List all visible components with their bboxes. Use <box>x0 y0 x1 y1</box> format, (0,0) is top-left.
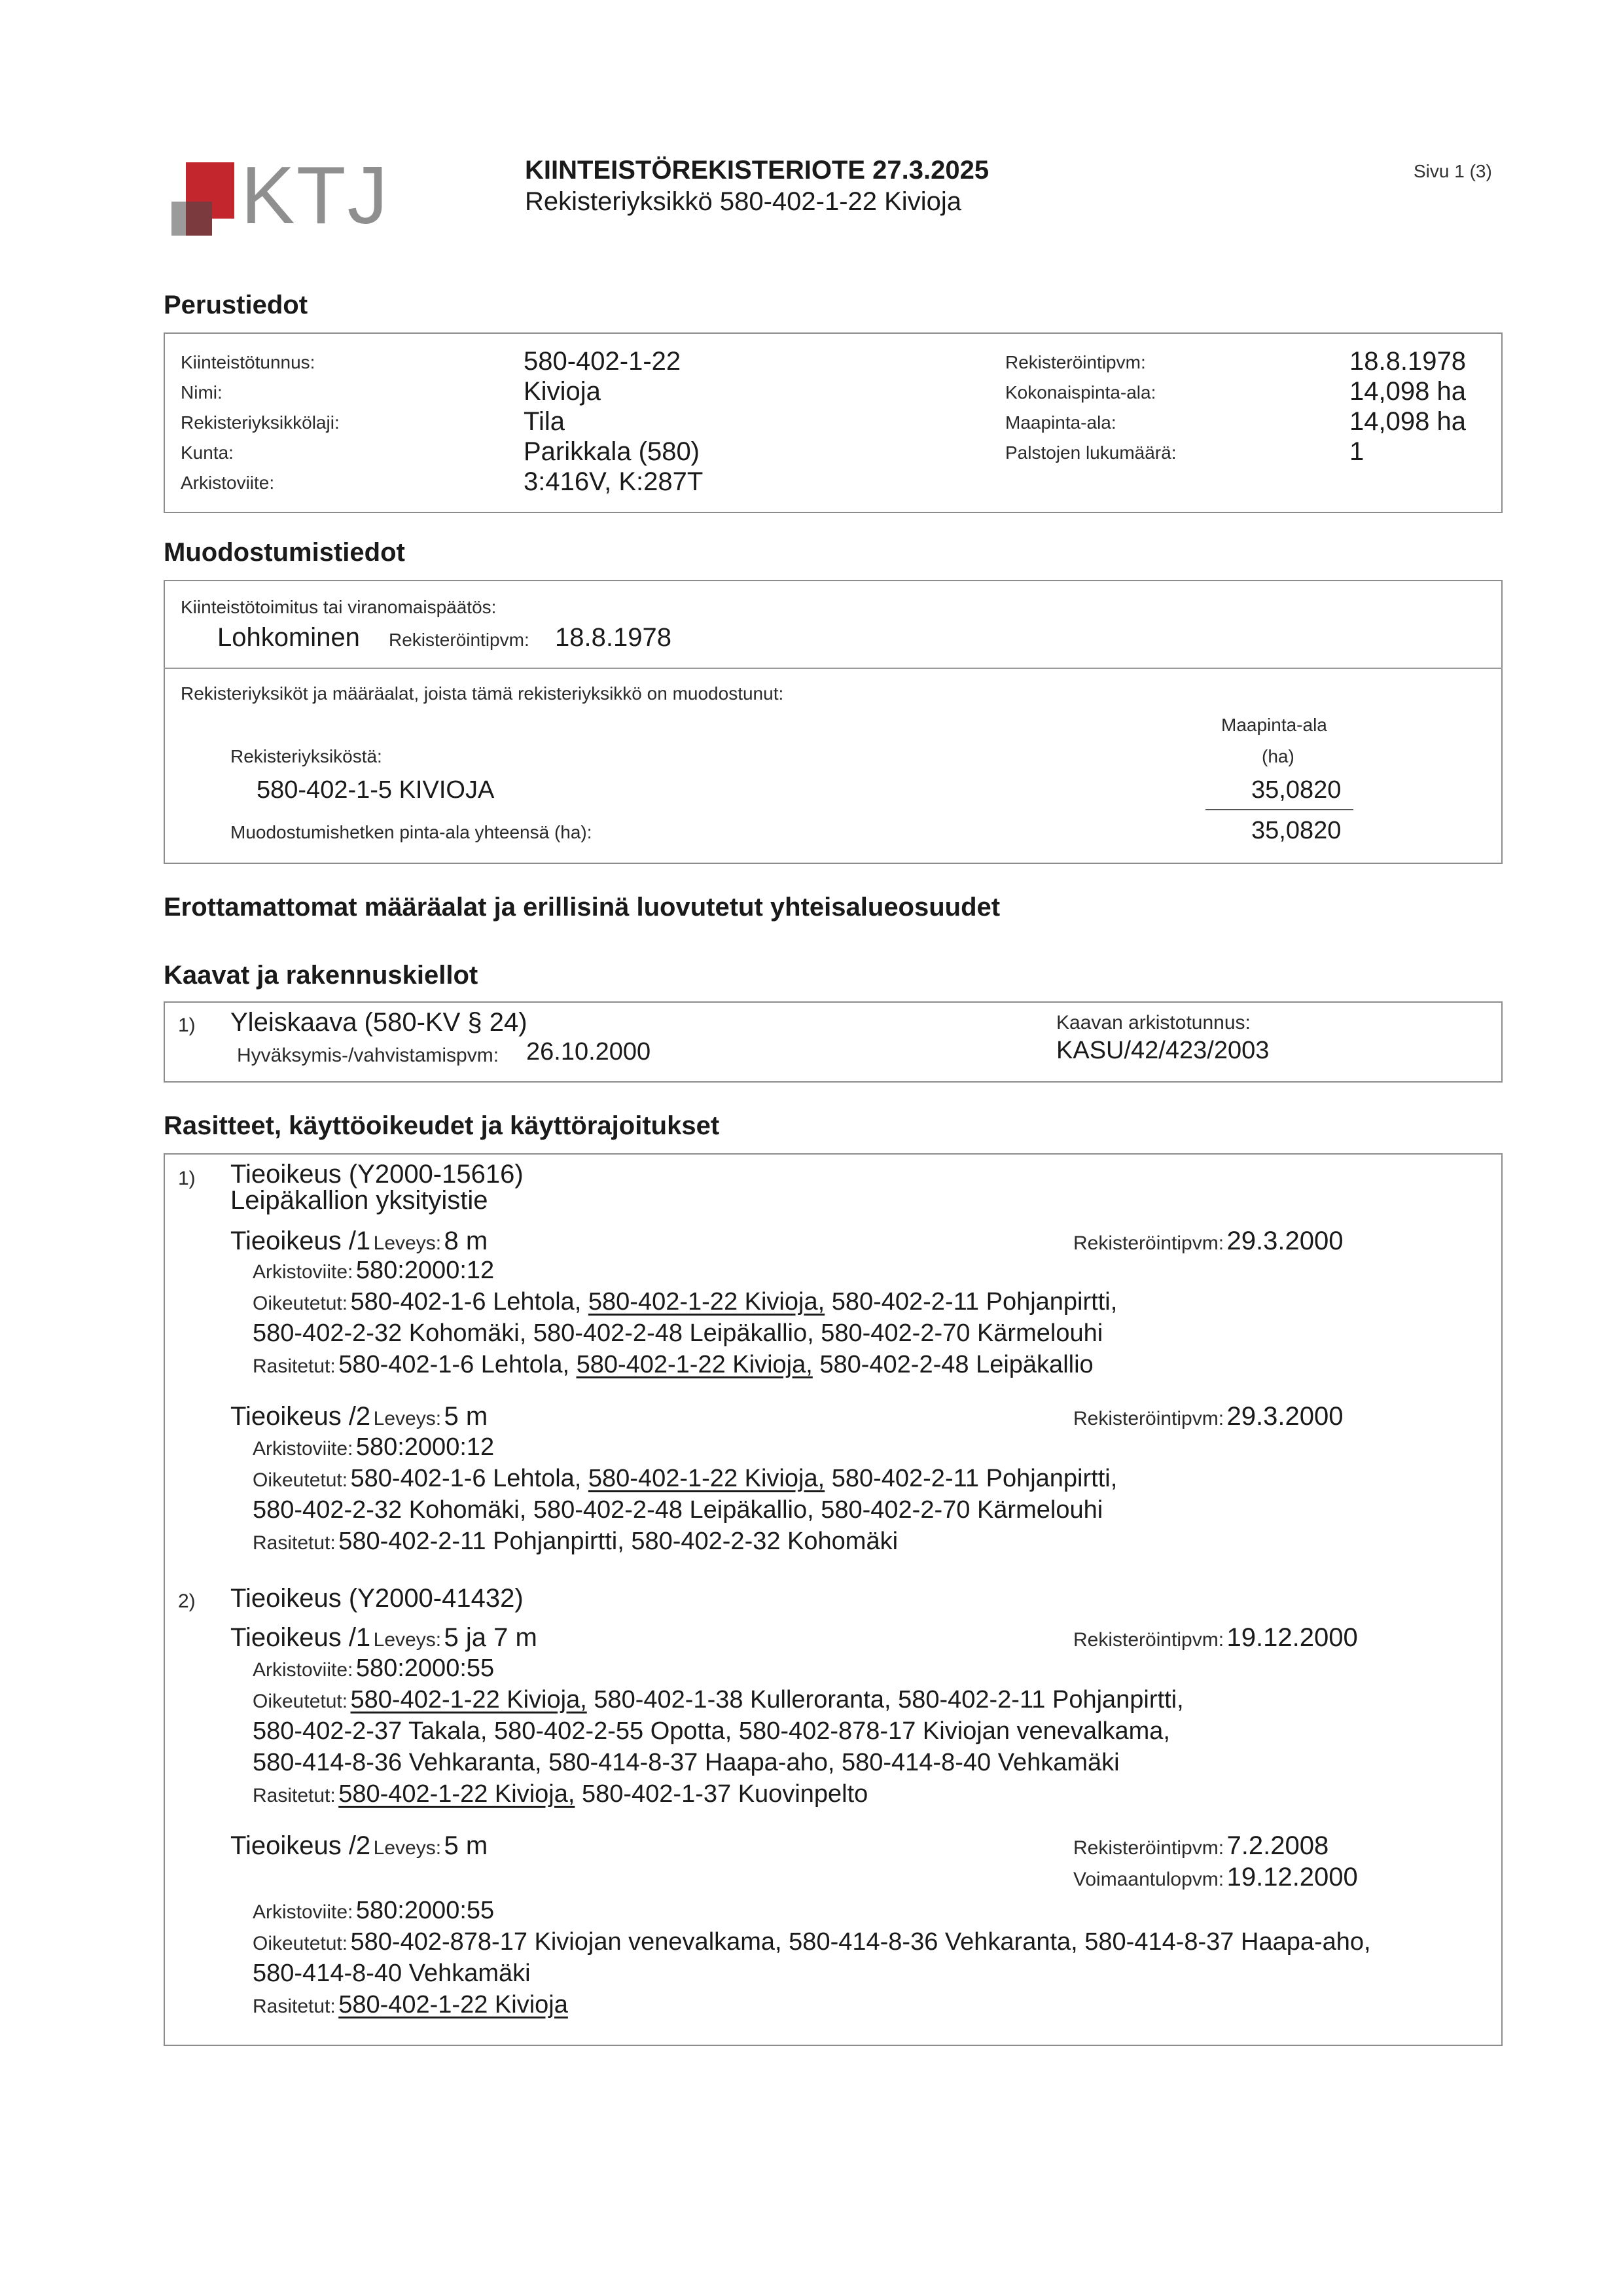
oikeutetut-line-2: 580-414-8-40 Vehkamäki <box>253 1960 531 1987</box>
reg-label: Rekisteröintipvm: <box>1073 1232 1224 1254</box>
oikeutetut-text: 580-402-1-6 Lehtola, <box>350 1465 588 1492</box>
field-label: Kiinteistötunnus: <box>181 352 315 372</box>
oikeutetut-text: 580-402-1-38 Kulleroranta, 580-402-2-11 Pohjanpirtti, <box>586 1686 1184 1713</box>
field-label: Rekisteröintipvm: <box>1005 352 1146 372</box>
oikeutetut-line <box>253 1288 1117 1316</box>
arch-value: 580:2000:12 <box>355 1257 495 1284</box>
arch-label: Arkistoviite: <box>253 1901 353 1923</box>
part-name: Tieoikeus /2 <box>230 1402 371 1431</box>
total-area: 35,0820 <box>1251 817 1342 844</box>
oikeutetut-line-2: 580-402-2-32 Kohomäki, 580-402-2-48 Leipäkallio, 580-402-2-70 Kärmelouhi <box>253 1319 1103 1347</box>
oikeutetut-line-2: 580-402-2-32 Kohomäki, 580-402-2-48 Leipäkallio, 580-402-2-70 Kärmelouhi <box>253 1496 1103 1524</box>
part-name: Tieoikeus /1 <box>230 1623 371 1652</box>
field-label: Nimi: <box>181 382 223 403</box>
field-value: 14,098 ha <box>1349 407 1466 436</box>
property-link[interactable]: 580-402-1-22 Kivioja, <box>350 1686 587 1713</box>
oikeutetut-label: Oikeutetut: <box>253 1933 348 1954</box>
part-heading <box>230 1623 537 1653</box>
oikeutetut-line <box>253 1465 1117 1493</box>
oikeutetut-line <box>253 1928 1371 1956</box>
arch-line <box>253 1257 494 1285</box>
part-name: Tieoikeus /1 <box>230 1227 371 1255</box>
width-label: Leveys: <box>373 1408 442 1429</box>
rasitetut-text: 580-402-2-11 Pohjanpirtti, 580-402-2-32 Kohomäki <box>338 1528 899 1555</box>
arch-value: 580:2000:55 <box>355 1897 495 1924</box>
item-number: 2) <box>178 1590 196 1612</box>
divider <box>164 668 1503 669</box>
oikeutetut-line <box>253 1686 1184 1714</box>
part-reg <box>1073 1831 1329 1861</box>
rasitetut-line <box>253 1351 1094 1379</box>
section-title-muodostumistiedot: Muodostumistiedot <box>164 538 405 567</box>
reg-label: Rekisteröintipvm: <box>1073 1837 1224 1859</box>
rasitetut-label: Rasitetut: <box>253 1996 336 2017</box>
document-title: KIINTEISTÖREKISTERIOTE 27.3.2025 <box>525 156 990 185</box>
kaava-name: Yleiskaava (580-KV § 24) <box>230 1008 527 1037</box>
sum-underline <box>1205 809 1353 810</box>
field-label: Arkistoviite: <box>181 473 275 493</box>
logo-text: KTJ <box>241 151 389 241</box>
reg-date-label: Rekisteröintipvm: <box>389 630 529 650</box>
width-value: 8 m <box>444 1227 488 1255</box>
oikeutetut-text: 580-402-2-11 Pohjanpirtti, <box>825 1465 1118 1492</box>
arch-label: Arkistoviite: <box>253 1261 353 1283</box>
rasitetut-text: 580-402-1-37 Kuovinpelto <box>575 1780 868 1808</box>
rasitetut-label: Rasitetut: <box>253 1785 336 1806</box>
total-label: Muodostumishetken pinta-ala yhteensä (ha): <box>230 822 592 842</box>
arch-label: Arkistoviite: <box>253 1659 353 1681</box>
oikeutetut-text: 580-402-878-17 Kiviojan venevalkama, 580-414-8-36 Vehkaranta, 580-414-8-37 Haapa-aho, <box>350 1928 1371 1956</box>
from-area: 35,0820 <box>1251 776 1342 804</box>
arch-value: 580:2000:12 <box>355 1433 495 1461</box>
width-value: 5 m <box>444 1831 488 1860</box>
item-number: 1) <box>178 1014 196 1036</box>
oikeutetut-text: 580-402-2-11 Pohjanpirtti, <box>825 1288 1118 1316</box>
part-reg <box>1073 1227 1343 1256</box>
arch-line <box>253 1897 494 1925</box>
part-name: Tieoikeus /2 <box>230 1831 371 1860</box>
oikeutetut-label: Oikeutetut: <box>253 1691 348 1712</box>
part-reg <box>1073 1402 1343 1431</box>
reg-label: Rekisteröintipvm: <box>1073 1629 1224 1651</box>
oikeutetut-line-3: 580-414-8-36 Vehkaranta, 580-414-8-37 Haapa-aho, 580-414-8-40 Vehkamäki <box>253 1749 1120 1776</box>
oikeutetut-label: Oikeutetut: <box>253 1293 348 1314</box>
part-heading <box>230 1831 488 1861</box>
rasite-subtitle: Leipäkallion yksityistie <box>230 1186 488 1215</box>
arch-label: Arkistoviite: <box>253 1438 353 1460</box>
rasitetut-line <box>253 1991 568 2019</box>
item-number: 1) <box>178 1168 196 1189</box>
reg-label: Rekisteröintipvm: <box>1073 1408 1224 1429</box>
oikeutetut-label: Oikeutetut: <box>253 1469 348 1491</box>
field-label: Rekisteriyksikkölaji: <box>181 412 340 433</box>
field-value: Parikkala (580) <box>524 437 700 466</box>
field-value: 580-402-1-22 <box>524 347 681 376</box>
property-link[interactable]: 580-402-1-22 Kivioja, <box>576 1351 813 1378</box>
perustiedot-box <box>164 332 1503 513</box>
width-label: Leveys: <box>373 1629 442 1651</box>
kaava-date-value: 26.10.2000 <box>526 1038 651 1066</box>
field-value: Tila <box>524 407 565 436</box>
field-value: 1 <box>1349 437 1364 466</box>
arch-line <box>253 1433 494 1462</box>
page-number: Sivu 1 (3) <box>1414 161 1492 181</box>
voim-label: Voimaantulopvm: <box>1073 1869 1224 1890</box>
toimitus-value: Lohkominen <box>217 623 360 652</box>
part-heading <box>230 1227 488 1256</box>
field-label: Maapinta-ala: <box>1005 412 1116 433</box>
field-label: Palstojen lukumäärä: <box>1005 442 1177 463</box>
oikeutetut-text: 580-402-1-6 Lehtola, <box>350 1288 588 1316</box>
property-link[interactable]: 580-402-1-22 Kivioja <box>338 1991 568 2018</box>
width-label: Leveys: <box>373 1232 442 1254</box>
reg-value: 29.3.2000 <box>1226 1402 1344 1431</box>
reg-value: 19.12.2000 <box>1226 1623 1358 1652</box>
rasitetut-text: 580-402-2-48 Leipäkallio <box>812 1351 1094 1378</box>
arch-value: 580:2000:55 <box>355 1655 495 1682</box>
part-voim <box>1073 1863 1358 1892</box>
from-value: 580-402-1-5 KIVIOJA <box>257 776 495 804</box>
field-label: Kokonaispinta-ala: <box>1005 382 1156 403</box>
from-label: Rekisteriyksiköstä: <box>230 746 382 766</box>
ktj-logo-icon <box>171 162 234 236</box>
rasitetut-label: Rasitetut: <box>253 1355 336 1377</box>
toimitus-label: Kiinteistötoimitus tai viranomaispäätös: <box>181 597 497 617</box>
document-subtitle: Rekisteriyksikkö 580-402-1-22 Kivioja <box>525 187 961 216</box>
property-link[interactable]: 580-402-1-22 Kivioja, <box>588 1288 825 1316</box>
arch-line <box>253 1655 494 1683</box>
section-title-rasitteet: Rasitteet, käyttöoikeudet ja käyttörajoitukset <box>164 1111 720 1140</box>
property-link[interactable]: 580-402-1-22 Kivioja, <box>338 1780 575 1808</box>
reg-value: 7.2.2008 <box>1226 1831 1329 1860</box>
rasite-title: Tieoikeus (Y2000-41432) <box>230 1584 524 1613</box>
kaava-arch-value: KASU/42/423/2003 <box>1056 1037 1270 1064</box>
rasitetut-line <box>253 1780 868 1808</box>
reg-value: 29.3.2000 <box>1226 1227 1344 1255</box>
field-value: 14,098 ha <box>1349 377 1466 406</box>
section-title-kaavat: Kaavat ja rakennuskiellot <box>164 961 478 990</box>
section-title-erottamattomat: Erottamattomat määräalat ja erillisinä luovutetut yhteisalueosuudet <box>164 893 1001 922</box>
section-title-perustiedot: Perustiedot <box>164 291 308 319</box>
kaava-arch-label: Kaavan arkistotunnus: <box>1056 1012 1251 1033</box>
voim-value: 19.12.2000 <box>1226 1863 1358 1892</box>
oikeutetut-line-2: 580-402-2-37 Takala, 580-402-2-55 Opotta, 580-402-878-17 Kiviojan venevalkama, <box>253 1717 1170 1745</box>
reg-date-value: 18.8.1978 <box>555 623 671 652</box>
part-reg <box>1073 1623 1358 1653</box>
property-link[interactable]: 580-402-1-22 Kivioja, <box>588 1465 825 1492</box>
width-label: Leveys: <box>373 1837 442 1859</box>
rasite-title: Tieoikeus (Y2000-15616) <box>230 1160 524 1189</box>
maapinta-ala-header: Maapinta-ala <box>1221 715 1327 735</box>
field-label: Kunta: <box>181 442 234 463</box>
field-value: Kivioja <box>524 377 601 406</box>
width-value: 5 ja 7 m <box>444 1623 537 1652</box>
part-heading <box>230 1402 488 1431</box>
yksikot-label: Rekisteriyksiköt ja määräalat, joista tämä rekisteriyksikkö on muodostunut: <box>181 683 784 704</box>
field-value: 18.8.1978 <box>1349 347 1466 376</box>
field-value: 3:416V, K:287T <box>524 467 704 496</box>
rasitetut-line <box>253 1528 898 1556</box>
width-value: 5 m <box>444 1402 488 1431</box>
ha-header: (ha) <box>1262 746 1294 766</box>
kaava-date-label: Hyväksymis-/vahvistamispvm: <box>237 1045 499 1066</box>
rasitetut-text: 580-402-1-6 Lehtola, <box>338 1351 577 1378</box>
rasitetut-label: Rasitetut: <box>253 1532 336 1554</box>
